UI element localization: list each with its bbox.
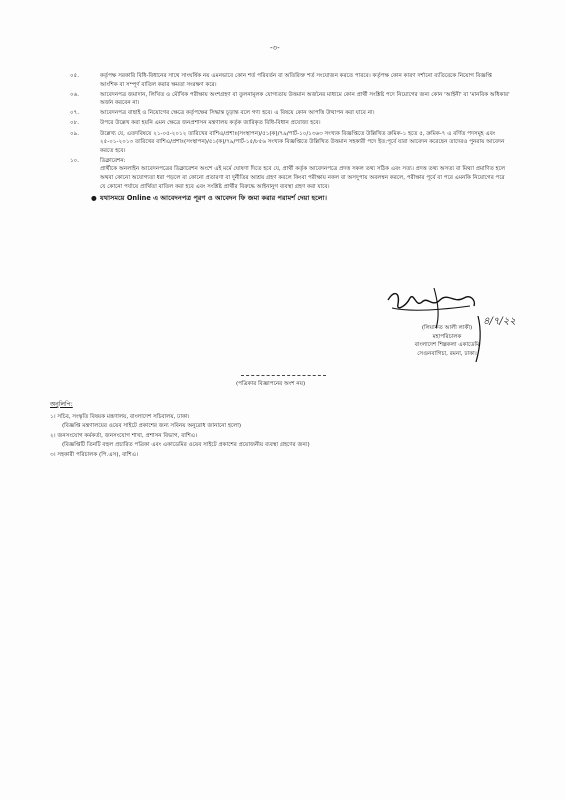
divider bbox=[241, 375, 326, 376]
item-text: কর্তৃপক্ষ সরকারি বিধি-বিধানের সাথে সাংঘর্ষিক নয় এমনভাবে কোন শর্ত পরিবর্তন বা অতিরিক্ত শর্ত সংযোজন করতে পারবে। কর্তৃপক্ষ কোন কারণ দর্শানো ব্যতিরেকে নিয়োগ বিজ্ঞপ্তি আংশিক বা সম্পূর্ণ বাতিল করার ক্ষমতা সংরক্ষণ করে। bbox=[100, 73, 492, 88]
list-item bbox=[70, 157, 510, 191]
item-number: ০৬. bbox=[70, 91, 80, 98]
advice-text: যথাসময়ে Online এ আবেদনপত্র পূরণ ও আবেদন ফি জমা করার পরামর্শ দেয়া হলো। bbox=[100, 194, 327, 203]
signatory-designation: মহাপরিচালক bbox=[432, 333, 462, 340]
advice-bullet bbox=[70, 194, 510, 203]
item-number: ০৯. bbox=[70, 130, 80, 137]
bullet-icon: ● bbox=[91, 194, 97, 203]
cc-list bbox=[50, 413, 510, 460]
list-item bbox=[70, 91, 510, 108]
cc-item-note: (বিজ্ঞপ্তি মন্ত্রণালয়ের ওয়েব সাইটে প্রকাশের জন্য সবিনয় অনুরোধ জানানো হলো) bbox=[62, 423, 242, 430]
cc-heading: অনুলিপি: bbox=[50, 401, 73, 408]
item-text: উল্লেখ্য যে, এতদবিষয়ে ২১-০৫-২০১২ তারিখের বাশিএ/প্রশাঃ(সংস্থাপন)/৫১(ক)/৭৯/পার্ট-১০/১৩৬৩ সংখ্যক বিজ্ঞপ্তিতে উল্লিখিত ক্রমিক-১ হতে ৫, ক্রমিক-৭ এ বর্ণিত পদসমূহ এবং ২৫-০১-২০১৩ তারিখের বাশিএ/প্রশাঃ(সংস্থাপন)/৫১(ক)/৭৯/পার্ট-১৫/৮৫৬ সংখ্যক বিজ্ঞপ্তিতে উল্লিখিত উত্তমান সহকারী পদে ইত:পূর্বে যারা আবেদন করেছেন তাদেরও পুনরায় আবেদন করতে হবে। bbox=[100, 130, 505, 154]
signatory-address: সেগুনবাগিচা, রমনা, ঢাকা। bbox=[417, 350, 477, 357]
signature-block bbox=[370, 282, 530, 372]
item-text: আবেদনপত্র বাছাই ও নিয়োগের ক্ষেত্রে কর্তৃপক্ষের সিদ্ধান্ত চূড়ান্ত বলে গণ্য হবে। এ বিষয়ে কোন আপত্তি উত্থাপন করা যাবে না। bbox=[100, 110, 375, 117]
signatory-org: বাংলাদেশ শিল্পকলা একাডেমি bbox=[414, 342, 480, 349]
signature-date: ৪/৭/২২ bbox=[483, 316, 516, 327]
declaration-text: প্রার্থীকে অনলাইন আবেদনপত্রের ডিক্লারেশন অংশে এই মর্মে ঘোষণা দিতে হবে যে, প্রার্থী কর্তৃক আবেদনপত্রে প্রদত্ত সকল তথ্য সঠিক এবং সত্য। প্রদত্ত তথ্য অসত্য বা মিথ্যা প্রমাণিত হলে অথবা কোনো অযোগ্যতা ধরা পড়লে বা কোনো প্রতারণা বা দুর্নীতির আশ্রয় গ্রহণ করলে কিংবা পরীক্ষায় নকল বা অসদুপায় অবলম্বন করলে, পরীক্ষার পূর্বে বা পরে এমনকি নিয়োগের পরে যে কোনো পর্যায়ে প্রার্থিতা বাতিল করা হবে এবং সংশ্লিষ্ট প্রার্থীর বিরুদ্ধে আইনানুগ ব্যবস্থা গ্রহণ করা যাবে। bbox=[100, 166, 505, 190]
item-number: ১০. bbox=[70, 157, 80, 164]
cc-item: ২। জনসংযোগ কর্মকর্তা, জনসংযোগ শাখা, প্রশাসন বিভাগ, বাশিএ। bbox=[50, 432, 198, 439]
cc-item: ৩। সহকারী পরিচালক (পি.এস), বাশিএ। bbox=[50, 451, 138, 458]
item-text: আবেদনপত্র জমাদান, লিখিত ও মৌখিক পরীক্ষায় অংশগ্রহণ বা তুলনামূলক যোগ্যতায় উত্তমান অর্জনের মাধ্যমে কোন প্রার্থী সংশ্লিষ্ট পদে নিয়োগের জন্য কোন 'আইনী' বা 'মানবিক অধিকার' অর্জন করবেন না। bbox=[100, 91, 510, 107]
item-text: উপরে উল্লেখ করা হয়নি এমন ক্ষেত্রে জনপ্রশাসন মন্ত্রণালয় কর্তৃক জারিকৃত বিধি-বিধান প্রযোজ্য হবে। bbox=[100, 120, 321, 127]
terms-list bbox=[70, 72, 510, 203]
footer-note: (পত্রিকার বিজ্ঞাপনের অংশ নয়) bbox=[236, 381, 306, 387]
cc-item-note: (বিজ্ঞপ্তিটি তিনটি বহুল প্রচারিত পত্রিকা এবং একাডেমির ওয়েব সাইটে প্রকাশের প্রয়োজনীয় ব্যবস্থা গ্রহণের জন্য) bbox=[62, 442, 310, 449]
signatory-details bbox=[392, 324, 502, 358]
item-number: ০৭. bbox=[70, 110, 80, 117]
cc-item: ১। সচিব, সংস্কৃতি বিষয়ক মন্ত্রণালয়, বাংলাদেশ সচিবালয়, ঢাকা। bbox=[50, 414, 190, 420]
list-item bbox=[70, 119, 510, 128]
list-item bbox=[70, 72, 510, 89]
signatory-name: (লিয়াকত আলী লাকী) bbox=[421, 325, 473, 331]
item-number: ০৮. bbox=[70, 120, 80, 127]
list-item bbox=[70, 109, 510, 118]
page-number: -৩- bbox=[270, 44, 280, 52]
list-item bbox=[70, 130, 510, 156]
item-number: ০৫. bbox=[70, 73, 80, 79]
item-text: ডিক্লারেশন: bbox=[100, 157, 126, 164]
